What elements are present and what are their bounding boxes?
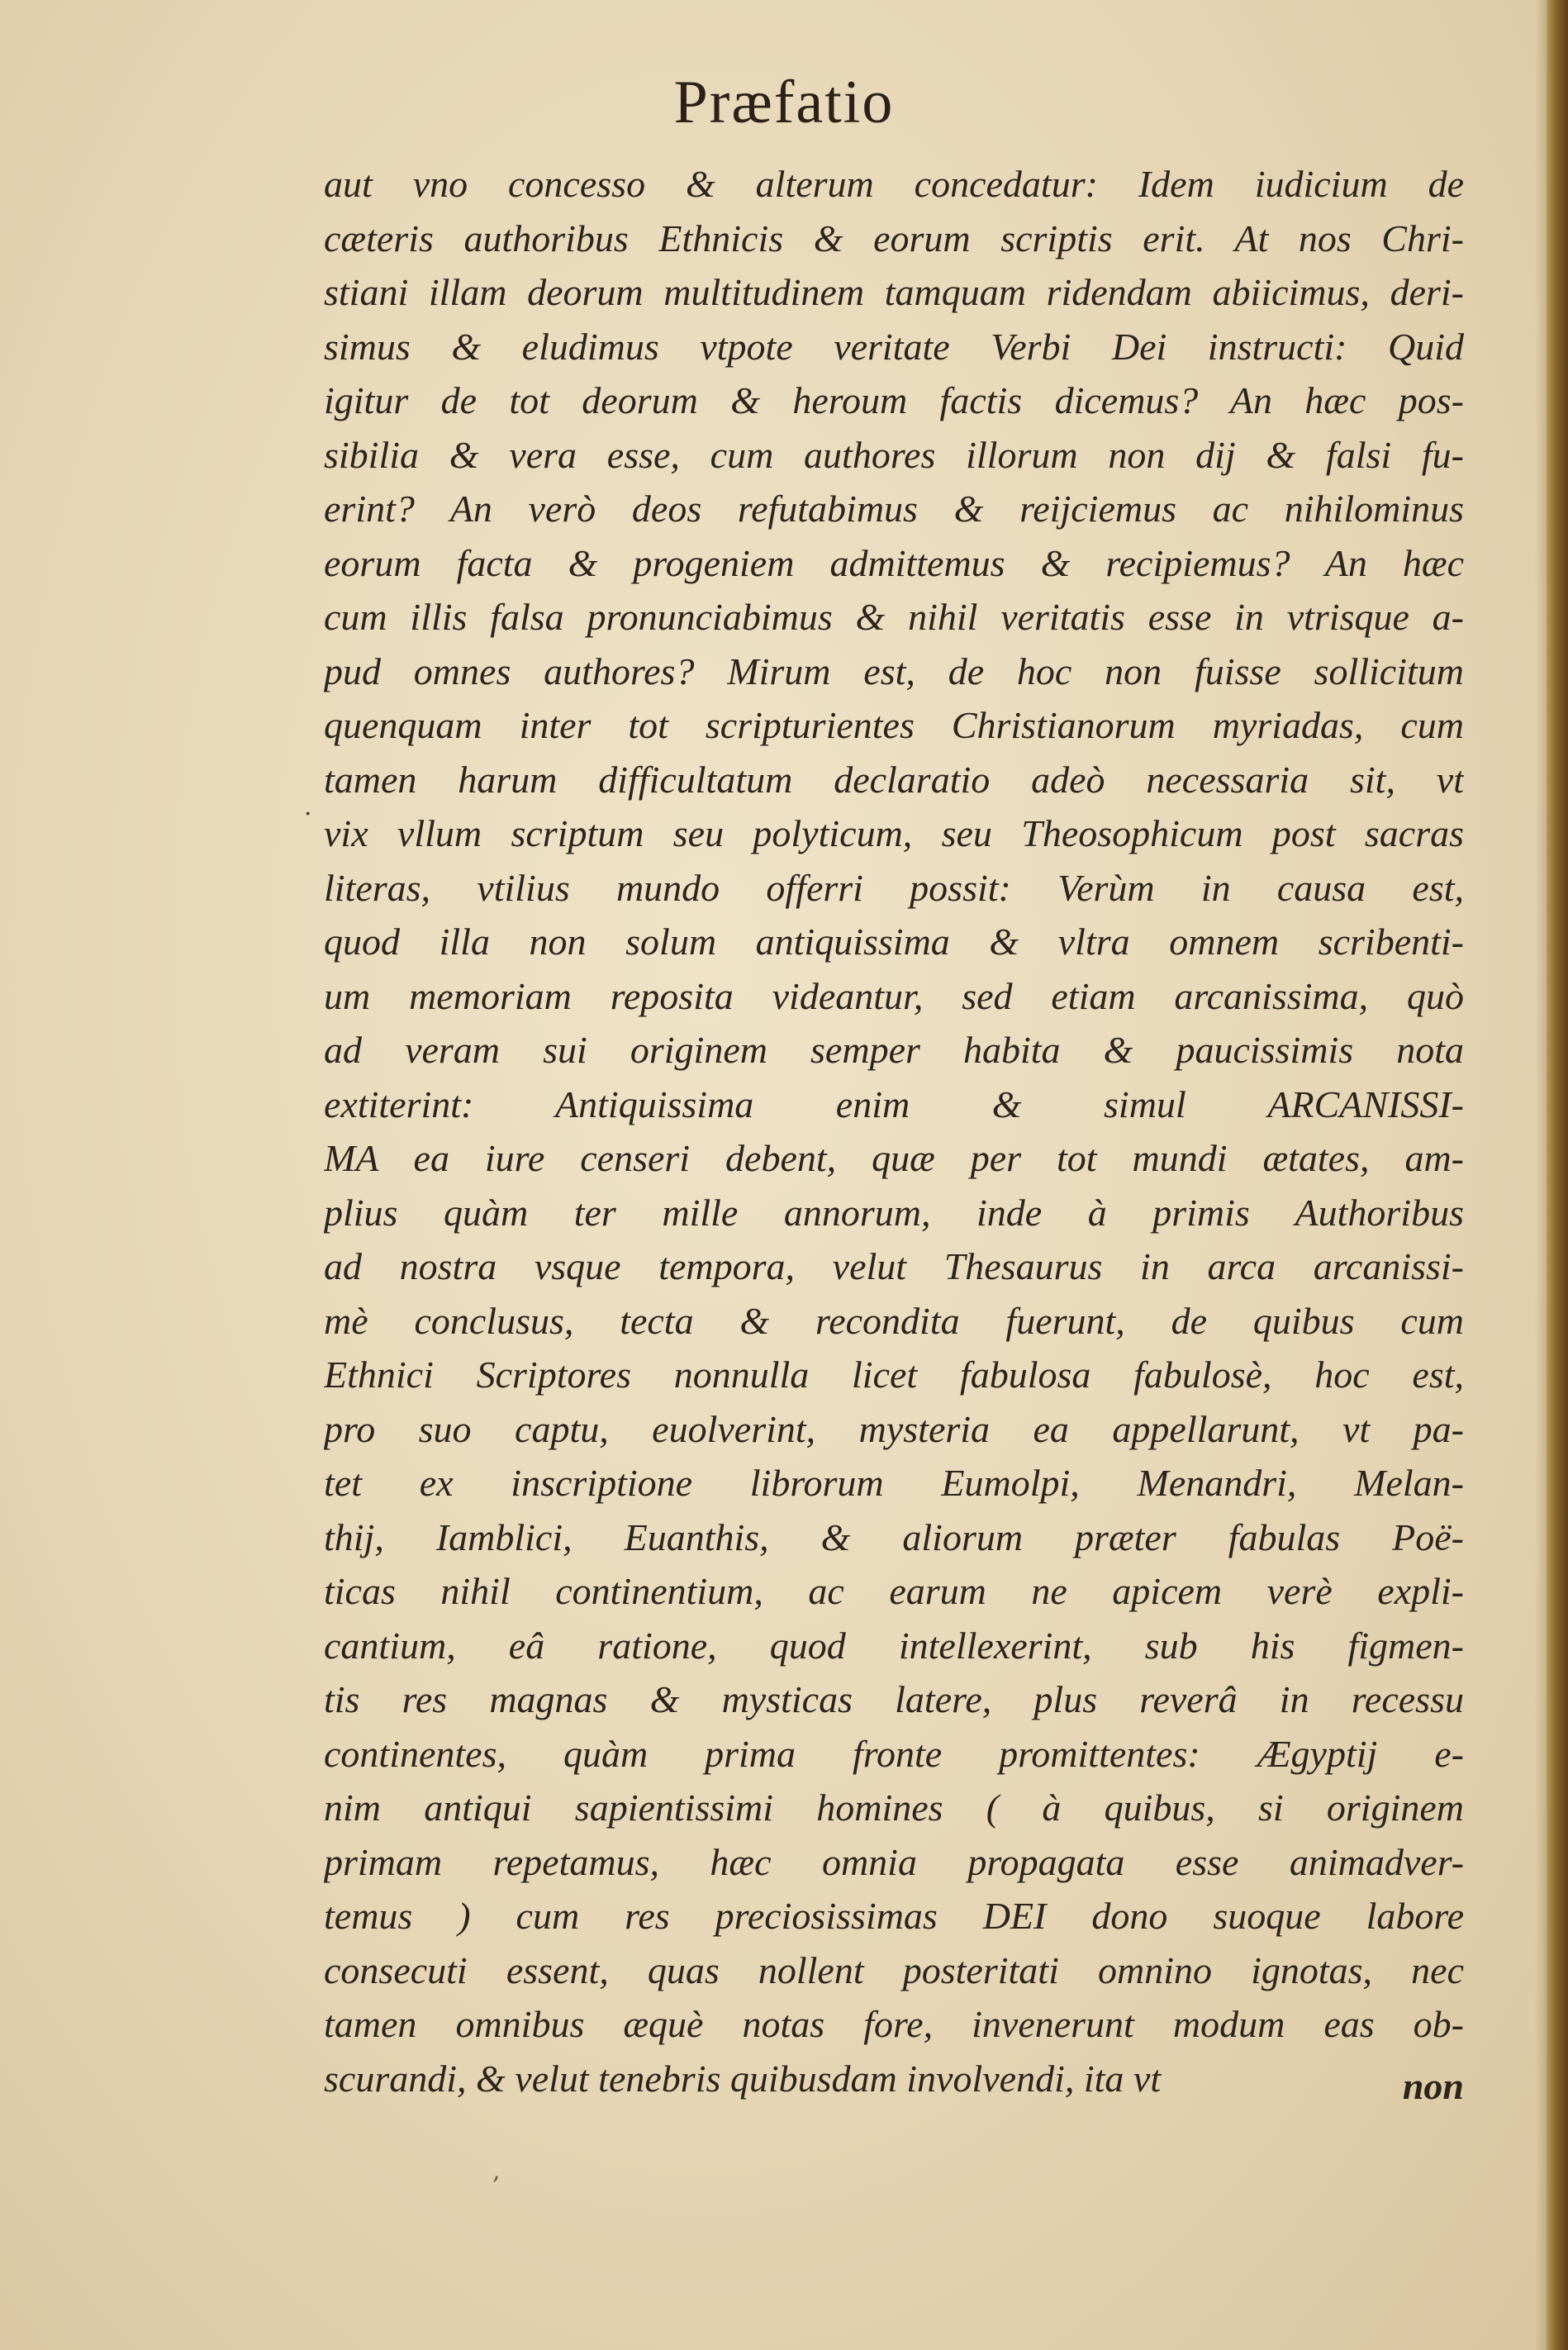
text-line: pro suo captu, euolverint, mysteria ea appellarunt, vt pa- — [324, 1407, 1464, 1450]
text-line: quod illa non solum antiquissima & vltra omnem scribenti- — [324, 920, 1464, 963]
text-line: Ethnici Scriptores nonnulla licet fabulosa fabulosè, hoc est, — [324, 1353, 1464, 1396]
text-line: cæteris authoribus Ethnicis & eorum scriptis erit. At nos Chri- — [324, 216, 1464, 259]
text-line: pud omnes authores? Mirum est, de hoc non fuisse sollicitum — [324, 649, 1464, 692]
book-spine-edge — [1547, 0, 1568, 2350]
body-text — [324, 157, 1464, 2105]
text-line: tis res magnas & mysticas latere, plus reverâ in recessu — [324, 1678, 1464, 1720]
text-line: sibilia & vera esse, cum authores illorum non dij & falsi fu- — [324, 433, 1464, 476]
text-line: tamen harum difficultatum declaratio adeò necessaria sit, vt — [324, 758, 1464, 801]
running-head: Præfatio — [673, 69, 895, 136]
text-line: eorum facta & progeniem admittemus & recipiemus? An hæc — [324, 541, 1464, 584]
text-line: quenquam inter tot scripturientes Christianorum myriadas, cum — [324, 704, 1464, 746]
text-line: vix vllum scriptum seu polyticum, seu Theosophicum post sacras — [324, 812, 1464, 854]
text-line: extiterint: Antiquissima enim & simul ARCANISSI- — [324, 1082, 1464, 1125]
text-line: scurandi, & velut tenebris quibusdam involvendi, ita vt — [324, 2057, 1162, 2100]
text-line: tamen omnibus æquè notas fore, invenerunt modum eas ob- — [324, 2003, 1464, 2045]
text-line: nim antiqui sapientissimi homines ( à quibus, si originem — [324, 1786, 1464, 1829]
text-line: ticas nihil continentium, ac earum ne apicem verè expli- — [324, 1570, 1464, 1612]
text-line: um memoriam reposita videantur, sed etiam arcanissima, quò — [324, 974, 1464, 1017]
text-line: ad nostra vsque tempora, velut Thesaurus in arca arcanissi- — [324, 1245, 1464, 1287]
text-line: simus & eludimus vtpote veritate Verbi Dei instructi: Quid — [324, 325, 1464, 368]
text-line: continentes, quàm prima fronte promittentes: Ægyptij e- — [324, 1732, 1464, 1775]
text-line: cum illis falsa pronunciabimus & nihil veritatis esse in vtrisque a- — [324, 596, 1464, 638]
text-line: ad veram sui originem semper habita & paucissimis nota — [324, 1029, 1464, 1071]
text-line: erint? An verò deos refutabimus & reijciemus ac nihilominus — [324, 488, 1464, 530]
margin-dot: · — [304, 800, 312, 829]
text-line: tet ex inscriptione librorum Eumolpi, Menandri, Melan- — [324, 1462, 1464, 1504]
text-line: mè conclusus, tecta & recondita fuerunt, de quibus cum — [324, 1299, 1464, 1342]
text-line: plius quàm ter mille annorum, inde à primis Authoribus — [324, 1191, 1464, 1234]
page-gutter-shadow — [1535, 0, 1547, 2350]
text-line: aut vno concesso & alterum concedatur: Idem iudicium de — [324, 163, 1464, 205]
text-line: primam repetamus, hæc omnia propagata esse animadver- — [324, 1840, 1464, 1883]
catchword: non — [1402, 2065, 1464, 2107]
text-line: MA ea iure censeri debent, quæ per tot mundi ætates, am- — [324, 1137, 1464, 1179]
text-line: cantium, eâ ratione, quod intellexerint, sub his figmen- — [324, 1624, 1464, 1667]
text-line: consecuti essent, quas nollent posteritati omnino ignotas, nec — [324, 1948, 1464, 1991]
text-line: igitur de tot deorum & heroum factis dicemus? An hæc pos- — [324, 379, 1464, 421]
text-line: temus ) cum res preciosissimas DEI dono suoque labore — [324, 1895, 1464, 1937]
text-line: thij, Iamblici, Euanthis, & aliorum præter fabulas Poë- — [324, 1515, 1464, 1558]
text-line: stiani illam deorum multitudinem tamquam ridendam abiicimus, deri- — [324, 271, 1464, 313]
ink-mark: , — [492, 2157, 501, 2186]
text-line: literas, vtilius mundo offerri possit: Verùm in causa est, — [324, 866, 1464, 909]
